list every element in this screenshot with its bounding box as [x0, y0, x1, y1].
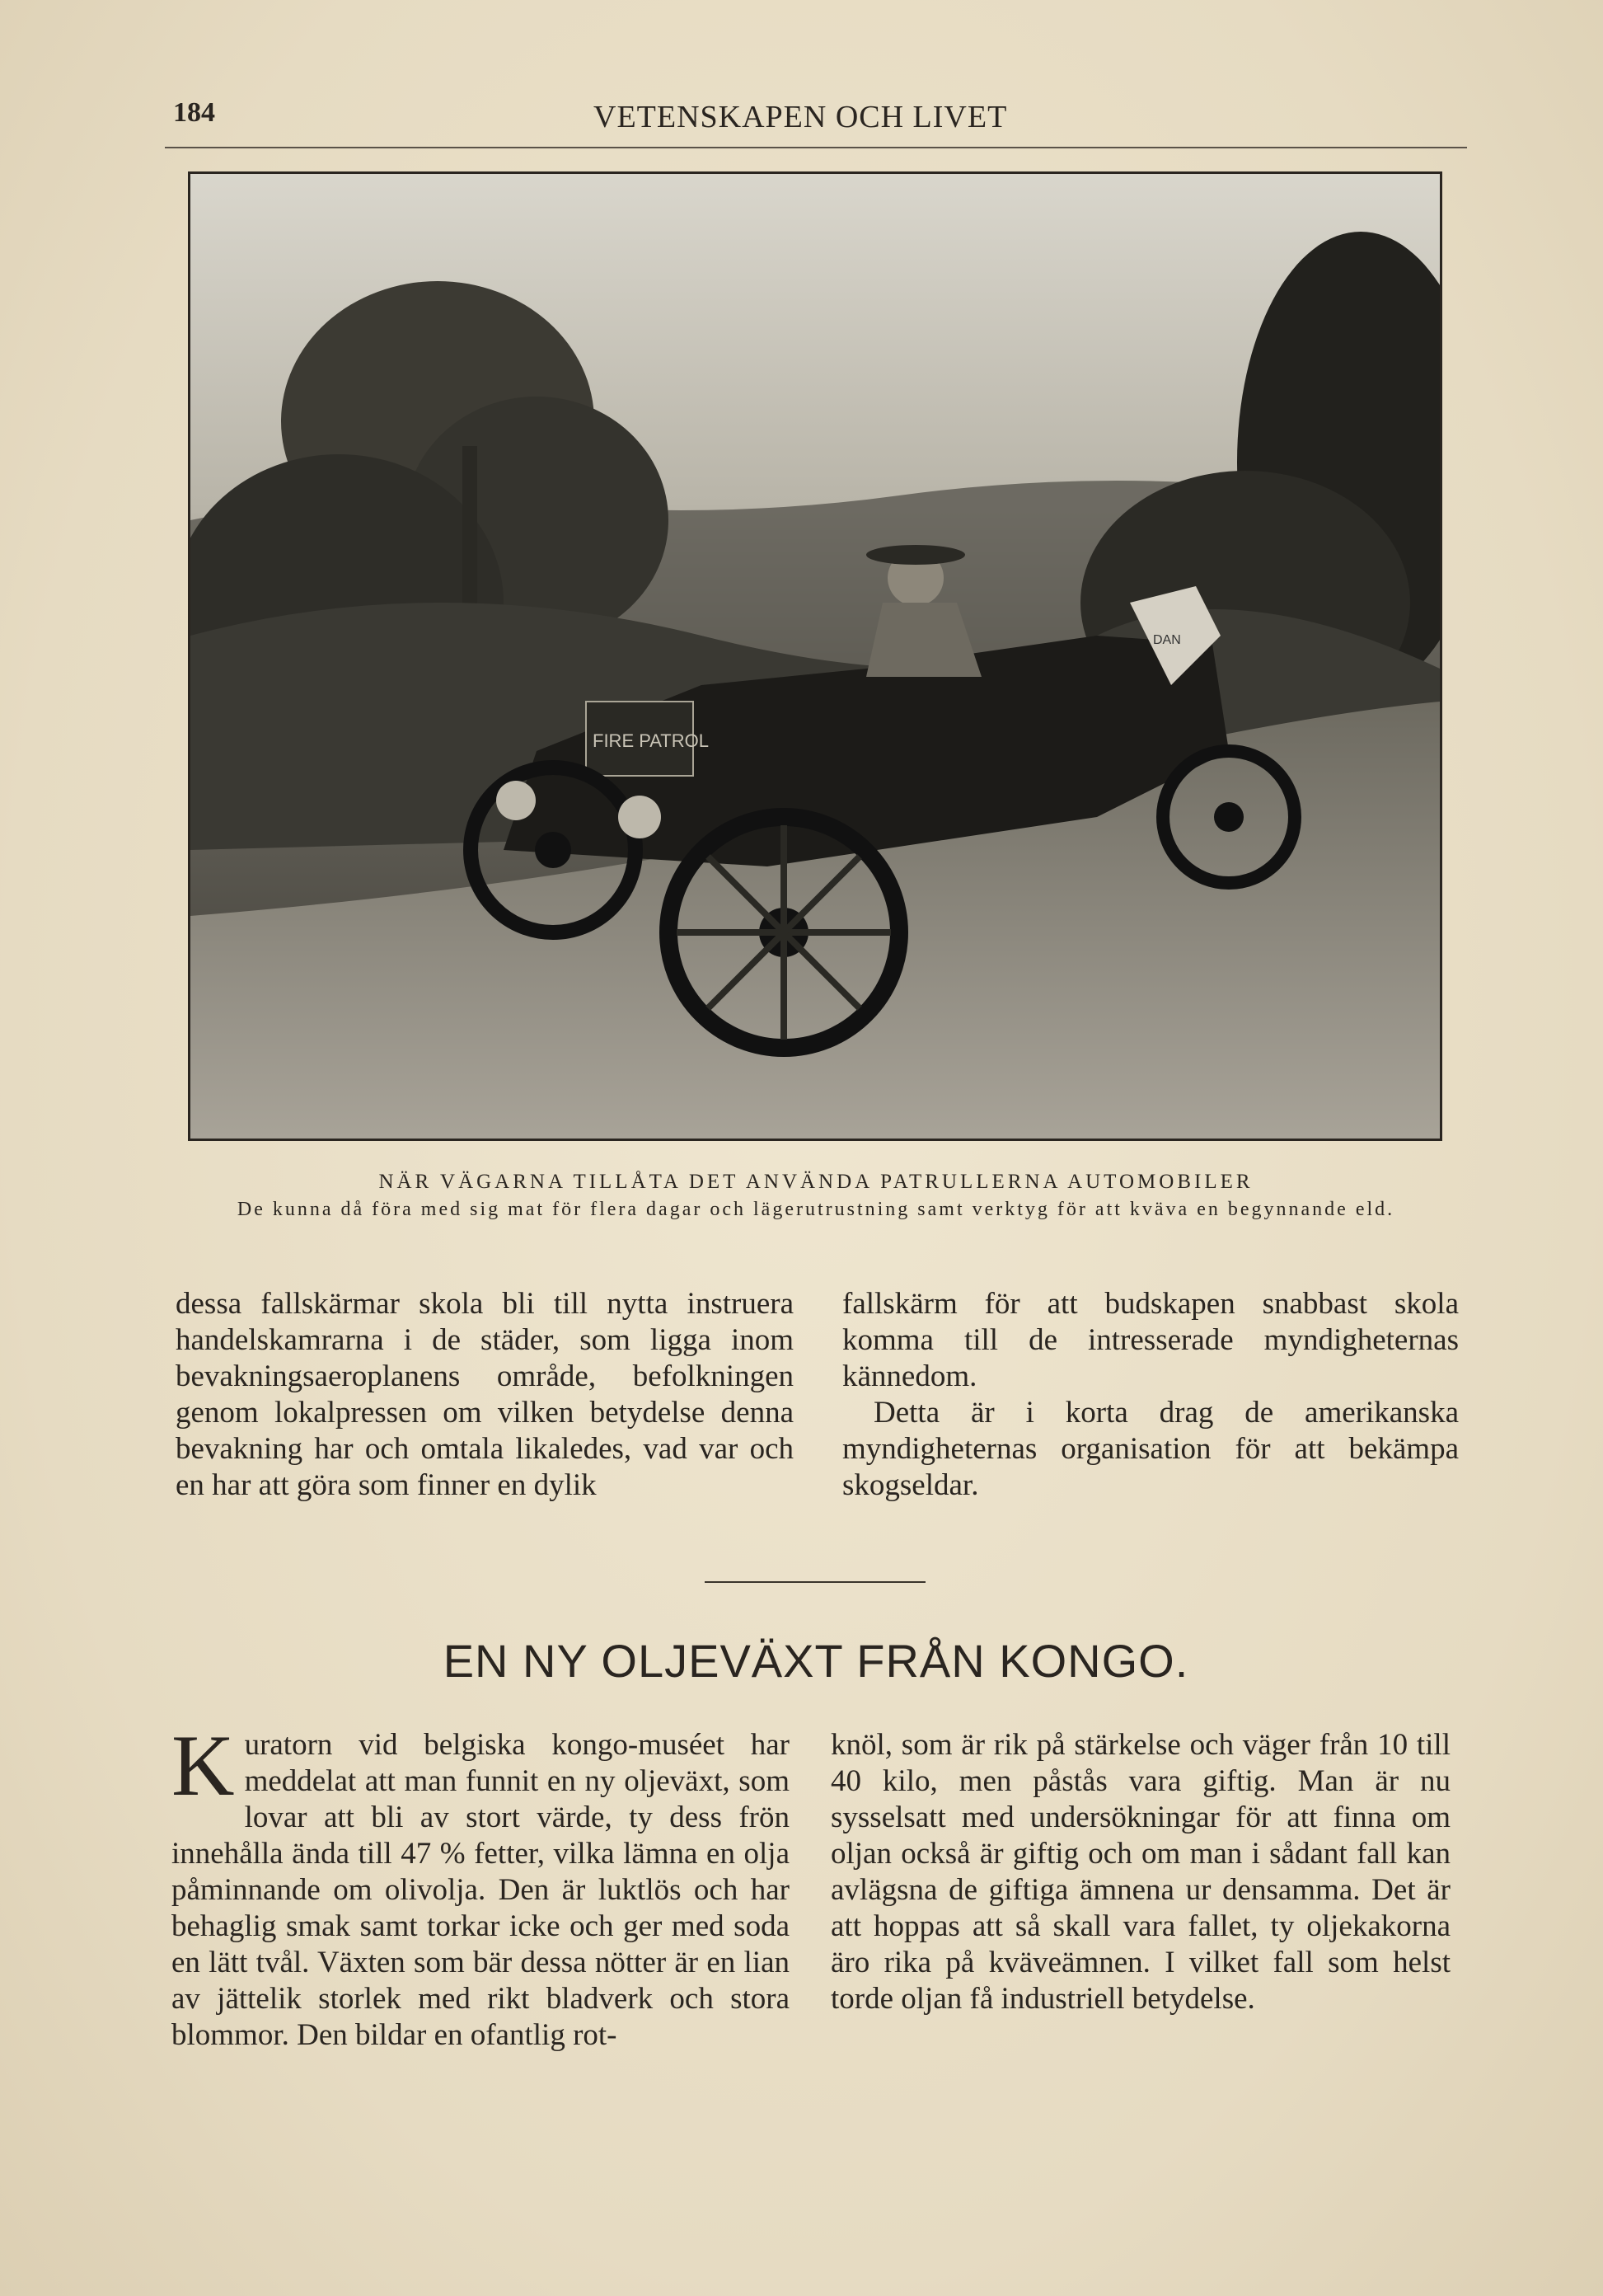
article-text: uratorn vid belgiska kongo-muséet har meddelat att man funnit en ny oljeväxt, som lovar att bli av stort värde, ty dess frön innehålla ända till 47 % fetter, vilka lämna en olja påminnande om olivolja. Den är luktlös och har behaglig smak samt torkar icke och ger med soda en lätt tvål. Växten som bär dessa nötter är en lian av jättelik storlek med rikt bladverk och stora blommor. Den bildar en ofantlig rot- — [171, 1728, 790, 2052]
section-divider — [705, 1581, 926, 1583]
article-column-1 — [171, 1717, 790, 2054]
paragraph: knöl, som är rik på stärkelse och väger från 10 till 40 kilo, men påstås vara giftig. Man är nu sysselsatt med undersökningar för att finna om oljan också är giftig och om man i sådant fall kan avlägsna de giftiga ämnena ur densamma. Det är att hoppas att så skall vara fallet, ty oljekakorna äro rika på kväveämnen. I vilket fall som helst torde oljan få industriell betydelse. — [831, 1728, 1451, 2016]
paragraph: Detta är i korta drag de amerikanska myndigheternas organisation för att bekämpa skogseldar. — [842, 1396, 1459, 1502]
page-number: 184 — [173, 97, 215, 128]
caption-title: NÄR VÄGARNA TILLÅTA DET ANVÄNDA PATRULLERNA AUTOMOBILER — [378, 1171, 1254, 1193]
running-title: VETENSKAPEN OCH LIVET — [593, 100, 1008, 134]
svg-text:FIRE PATROL: FIRE PATROL — [593, 730, 709, 751]
caption-text: De kunna då föra med sig mat för flera dagar och lägerutrustning samt verktyg för att kväva en begynnande eld. — [237, 1199, 1395, 1220]
drop-cap: K — [171, 1717, 235, 1814]
continued-text-column-2 — [842, 1286, 1459, 1504]
paragraph: fallskärm för att budskapen snabbast skola komma till de intresserade myndigheternas kännedom. — [842, 1287, 1459, 1393]
svg-text:DAN: DAN — [1153, 633, 1181, 647]
photo-illustration — [190, 174, 1440, 1139]
page-header — [165, 97, 1467, 148]
photo-caption — [181, 1171, 1451, 1222]
article-column-2 — [831, 1727, 1451, 2017]
continued-text-column-1 — [176, 1286, 794, 1504]
photograph-fire-patrol-car — [188, 171, 1442, 1141]
article-title: EN NY OLJEVÄXT FRÅN KONGO. — [443, 1635, 1189, 1687]
paragraph: dessa fallskärmar skola bli till nytta instruera handelskamrarna i de städer, som ligga inom bevakningsaeroplanens område, befolkningen genom lokalpressen om vilken betydelse denna bevakning har och omtala likaledes, vad var och en har att göra som finner en dylik — [176, 1287, 794, 1502]
paragraph — [171, 1717, 790, 2054]
